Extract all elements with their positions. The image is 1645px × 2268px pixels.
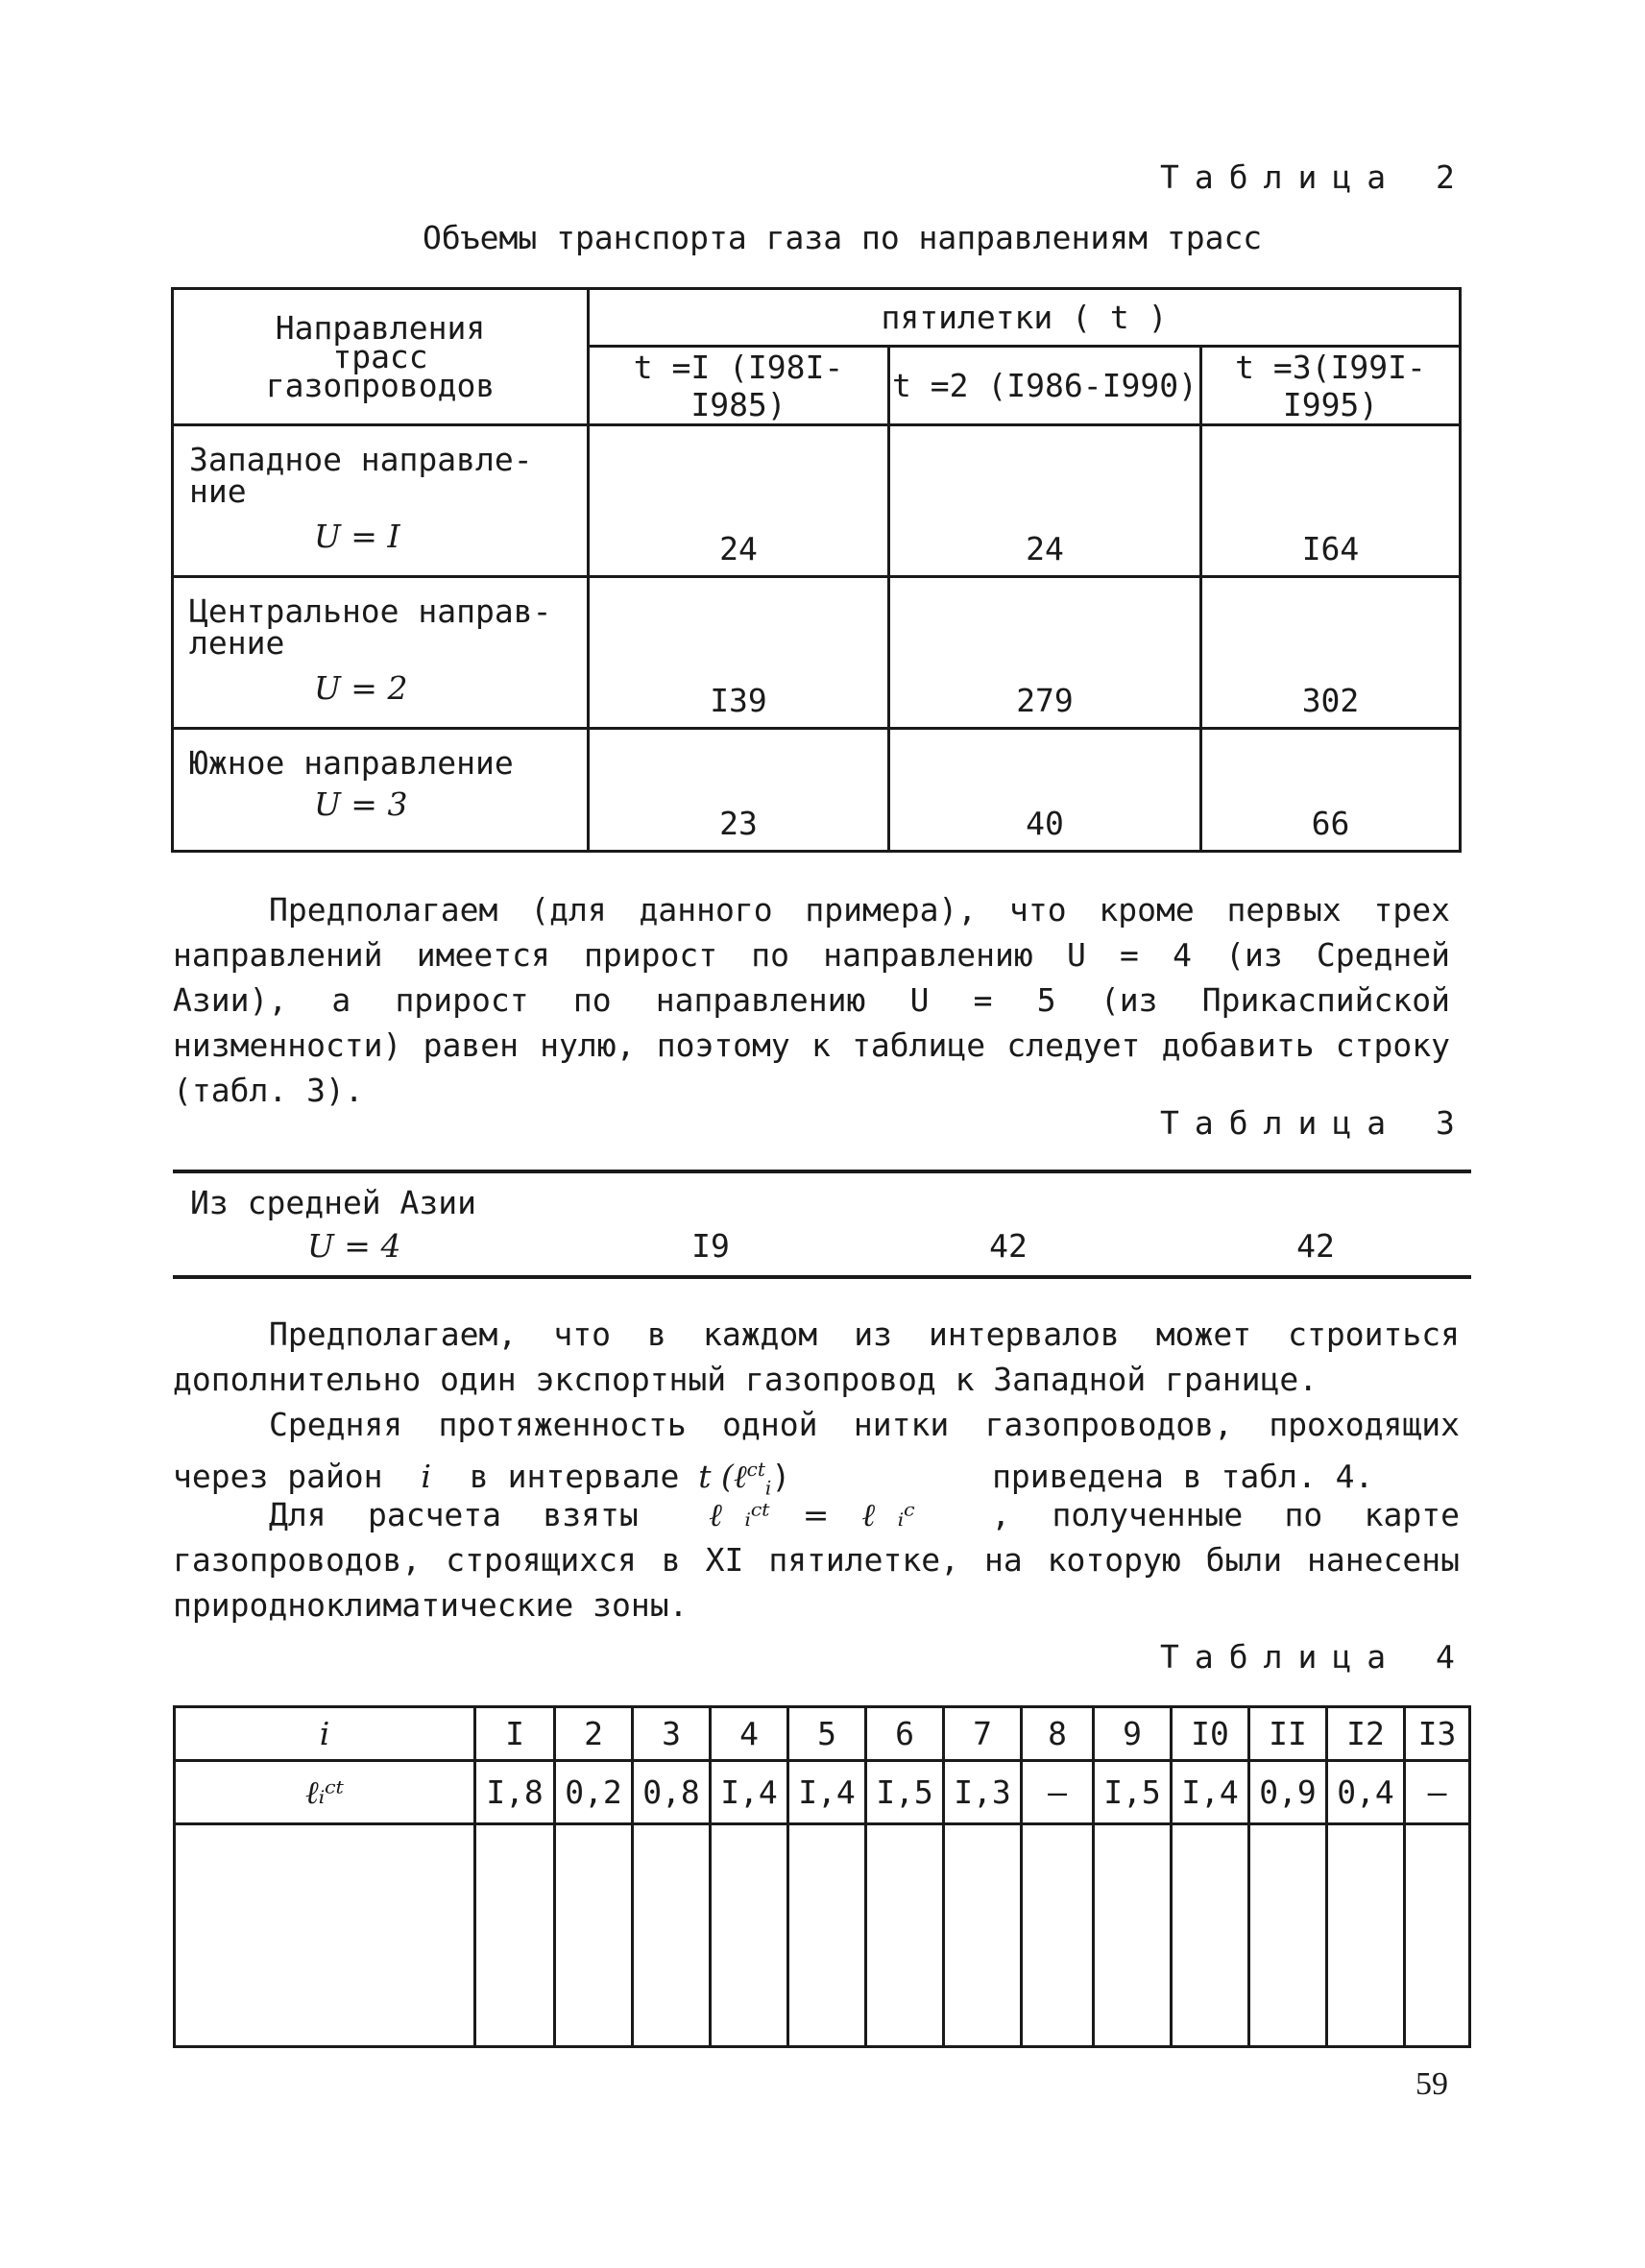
table3-u-label: U = 4: [307, 1227, 401, 1265]
table2-col-header: t =3(I99I-I995): [1201, 347, 1461, 425]
table3-caption: Таблица 3: [1160, 1104, 1470, 1142]
table2-cell: 24: [889, 425, 1201, 577]
table4-header-cell: 8: [1022, 1707, 1094, 1761]
paragraph-4-text-a: Для расчета взяты: [269, 1496, 639, 1533]
table4-header-cell: 4: [711, 1707, 788, 1761]
table2-row: [173, 577, 1461, 729]
table4-empty-cell: [711, 1824, 788, 2047]
table4-cell: –: [1405, 1761, 1470, 1824]
table2-cell: 24: [589, 425, 889, 577]
table3-cell: 42: [989, 1227, 1028, 1265]
table3-top-rule: [173, 1170, 1471, 1173]
table4-cell: I,3: [944, 1761, 1022, 1824]
row-u-label: U = 3: [314, 785, 408, 823]
table4-header-cell: I3: [1405, 1707, 1470, 1761]
table4-header-cell: 9: [1094, 1707, 1172, 1761]
row-name-text: Центральное направ- ление: [189, 592, 552, 662]
paragraph-4-text-b: , полученные по карте газопроводов, строящихся в XI пятилетке, на которую были нанесены природноклиматические зоны.: [173, 1496, 1460, 1624]
table4-cell: I,5: [866, 1761, 944, 1824]
table2-row-name: [173, 425, 589, 577]
table4-header-cell: I0: [1172, 1707, 1249, 1761]
table4: [173, 1705, 1471, 2048]
paragraph-1: Предполагаем (для данного примера), что кроме первых трех направлений имеется прирост по направлению U = 4 (из Средней Азии), а прирост по направлению U = 5 (из Прикаспийской низменности) равен нулю, поэтому к таблице следует добавить строку (табл. 3).: [173, 891, 1450, 1109]
table4-cell: I,4: [1172, 1761, 1249, 1824]
table4-empty-cell: [1249, 1824, 1327, 2047]
row-name-text: Западное направле- ние: [189, 441, 533, 510]
table4-header-cell: 5: [788, 1707, 866, 1761]
table4-empty-cell: [866, 1824, 944, 2047]
table2-row-name: [173, 729, 589, 852]
table4-cell: I,5: [1094, 1761, 1172, 1824]
symbol-i: i: [421, 1458, 431, 1495]
table4-cell: I,4: [788, 1761, 866, 1824]
table3-cell: I9: [691, 1227, 730, 1265]
table4-header-row: [175, 1707, 1470, 1761]
table4-cell: I,8: [475, 1761, 555, 1824]
table2-cell: I39: [589, 577, 889, 729]
table2-title: Объемы транспорта газа по направлениям трасс: [423, 219, 1263, 256]
table4-empty-cell: [633, 1824, 711, 2047]
table4-empty-cell: [1022, 1824, 1094, 2047]
table2-row: [173, 425, 1461, 577]
row-u-label: U = 2: [314, 669, 408, 707]
table4-cell: –: [1022, 1761, 1094, 1824]
table4-header-cell: 7: [944, 1707, 1022, 1761]
table2-cell: 302: [1201, 577, 1461, 729]
table4-empty-cell: [475, 1824, 555, 2047]
table2-row-name: [173, 577, 589, 729]
table4-cell: 0,4: [1327, 1761, 1405, 1824]
page-number: 59: [1415, 2066, 1448, 2102]
table4-header-cell: 6: [866, 1707, 944, 1761]
symbol-sub: i: [764, 1476, 772, 1500]
formula-l: ℓᵢᶜᵗ = ℓᵢᶜ: [709, 1496, 915, 1533]
table4-cell: 0,2: [555, 1761, 633, 1824]
table2-rowhead-header: [173, 289, 589, 425]
table2-rowhead-label: Направления трасс газопроводов: [265, 308, 496, 404]
paragraph-4: [173, 1492, 1460, 1628]
table2-col-header: t =2 (I986-I990): [889, 347, 1201, 425]
paragraph-3-text-d: приведена в табл. 4.: [992, 1458, 1374, 1495]
table3-row-name: Из средней Азии: [190, 1184, 477, 1221]
table2-cell: 40: [889, 729, 1201, 852]
table4-empty-cell: [1172, 1824, 1249, 2047]
table2: [171, 287, 1462, 853]
table2-row: [173, 729, 1461, 852]
table4-empty-cell: [944, 1824, 1022, 2047]
table2-caption: Таблица 2: [1160, 158, 1470, 196]
table4-header-label: i: [175, 1707, 475, 1761]
table2-cell: 66: [1201, 729, 1461, 852]
table4-empty-cell: [175, 1824, 475, 2047]
table4-cell: I,4: [711, 1761, 788, 1824]
table4-header-cell: I2: [1327, 1707, 1405, 1761]
table4-empty-cell: [555, 1824, 633, 2047]
table3-cell: 42: [1296, 1227, 1335, 1265]
table4-cell: 0,8: [633, 1761, 711, 1824]
symbol-sup: ct: [746, 1458, 765, 1481]
table4-caption: Таблица 4: [1160, 1638, 1470, 1676]
table2-col-header: t =I (I98I-I985): [589, 347, 889, 425]
table4-row-label: ℓᵢᶜᵗ: [175, 1761, 475, 1824]
table4-empty-row: [175, 1824, 1470, 2047]
row-name-text: Южное направление: [189, 744, 514, 782]
table4-empty-cell: [788, 1824, 866, 2047]
table4-empty-cell: [1094, 1824, 1172, 2047]
table3-bottom-rule: [173, 1275, 1471, 1279]
paragraph-3-paren: ): [771, 1458, 791, 1495]
paragraph-2: Предполагаем, что в каждом из интервалов может строиться дополнительно один экспортный газопровод к Западной границе.: [173, 1315, 1460, 1398]
table2-group-header: пятилетки ( t ): [589, 289, 1461, 347]
table4-header-cell: 3: [633, 1707, 711, 1761]
table2-cell: 279: [889, 577, 1201, 729]
symbol-t-l: t (ℓ: [698, 1458, 747, 1495]
row-u-label: U = I: [314, 518, 400, 555]
table4-empty-cell: [1405, 1824, 1470, 2047]
table4-empty-cell: [1327, 1824, 1405, 2047]
table4-value-row: [175, 1761, 1470, 1824]
paragraph-3-text-b: в интервале: [469, 1458, 680, 1495]
paragraph-3-text: Средняя протяженность одной нитки газопроводов, проходящих через район: [173, 1406, 1460, 1495]
table2-cell: 23: [589, 729, 889, 852]
table2-cell: I64: [1201, 425, 1461, 577]
table4-cell: 0,9: [1249, 1761, 1327, 1824]
table4-header-cell: 2: [555, 1707, 633, 1761]
table4-header-cell: II: [1249, 1707, 1327, 1761]
table4-header-cell: I: [475, 1707, 555, 1761]
